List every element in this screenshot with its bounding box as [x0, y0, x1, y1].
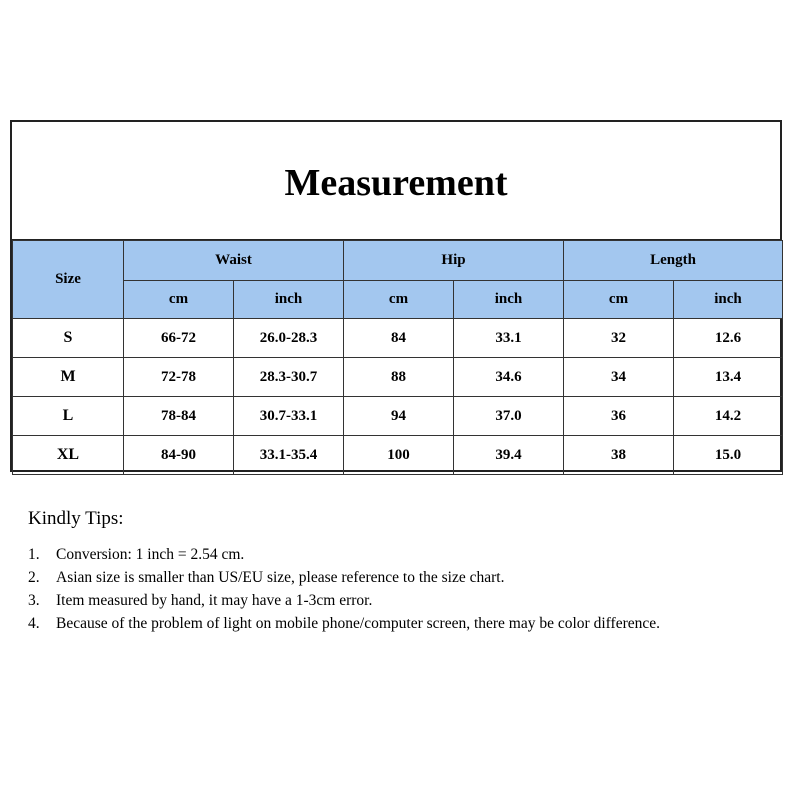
- size-chart: [10, 120, 782, 472]
- tip-text: Because of the problem of light on mobile phone/computer screen, there may be color difference.: [56, 615, 660, 632]
- table-cell: 34.6: [454, 358, 564, 397]
- table-cell: 66-72: [124, 319, 234, 358]
- table-cell: 78-84: [124, 397, 234, 436]
- tip-number: 1.: [28, 546, 40, 563]
- tip-number: 3.: [28, 592, 40, 609]
- table-row: [13, 397, 783, 436]
- hip-header: Hip: [344, 241, 564, 281]
- table-cell: 38: [564, 436, 674, 475]
- table-cell: 37.0: [454, 397, 564, 436]
- list-item: [28, 566, 768, 589]
- table-cell: 26.0-28.3: [234, 319, 344, 358]
- tips-title: Kindly Tips:: [28, 508, 124, 529]
- table-cell: 14.2: [674, 397, 783, 436]
- table-cell: 72-78: [124, 358, 234, 397]
- unit-header: cm: [344, 281, 454, 319]
- unit-header: inch: [454, 281, 564, 319]
- table-cell: 28.3-30.7: [234, 358, 344, 397]
- table-cell: 88: [344, 358, 454, 397]
- table-cell: 94: [344, 397, 454, 436]
- table-cell: 34: [564, 358, 674, 397]
- table-cell: 30.7-33.1: [234, 397, 344, 436]
- tip-number: 4.: [28, 615, 40, 632]
- tips-list: [28, 543, 768, 635]
- table-unit-row: [13, 281, 783, 319]
- list-item: [28, 612, 768, 635]
- waist-header: Waist: [124, 241, 344, 281]
- tip-number: 2.: [28, 569, 40, 586]
- title-row: [12, 122, 780, 240]
- measurement-table: [12, 240, 783, 475]
- table-cell: 84: [344, 319, 454, 358]
- table-cell: 12.6: [674, 319, 783, 358]
- table-cell: 15.0: [674, 436, 783, 475]
- table-cell: 36: [564, 397, 674, 436]
- page-title: Measurement: [284, 161, 508, 204]
- size-cell: XL: [13, 436, 124, 475]
- size-header: Size: [13, 241, 124, 319]
- table-cell: 84-90: [124, 436, 234, 475]
- table-row: [13, 436, 783, 475]
- list-item: [28, 589, 768, 612]
- table-cell: 39.4: [454, 436, 564, 475]
- table-cell: 33.1-35.4: [234, 436, 344, 475]
- unit-header: inch: [674, 281, 783, 319]
- size-cell: L: [13, 397, 124, 436]
- table-cell: 33.1: [454, 319, 564, 358]
- table-row: [13, 319, 783, 358]
- table-row: [13, 358, 783, 397]
- unit-header: cm: [564, 281, 674, 319]
- length-header: Length: [564, 241, 783, 281]
- tip-text: Conversion: 1 inch = 2.54 cm.: [56, 546, 245, 563]
- tip-text: Asian size is smaller than US/EU size, please reference to the size chart.: [56, 569, 505, 586]
- tip-text: Item measured by hand, it may have a 1-3cm error.: [56, 592, 373, 609]
- unit-header: cm: [124, 281, 234, 319]
- table-header-row: [13, 241, 783, 281]
- tips-section: [28, 508, 768, 635]
- size-cell: M: [13, 358, 124, 397]
- size-cell: S: [13, 319, 124, 358]
- table-cell: 100: [344, 436, 454, 475]
- table-cell: 13.4: [674, 358, 783, 397]
- unit-header: inch: [234, 281, 344, 319]
- list-item: [28, 543, 768, 566]
- table-cell: 32: [564, 319, 674, 358]
